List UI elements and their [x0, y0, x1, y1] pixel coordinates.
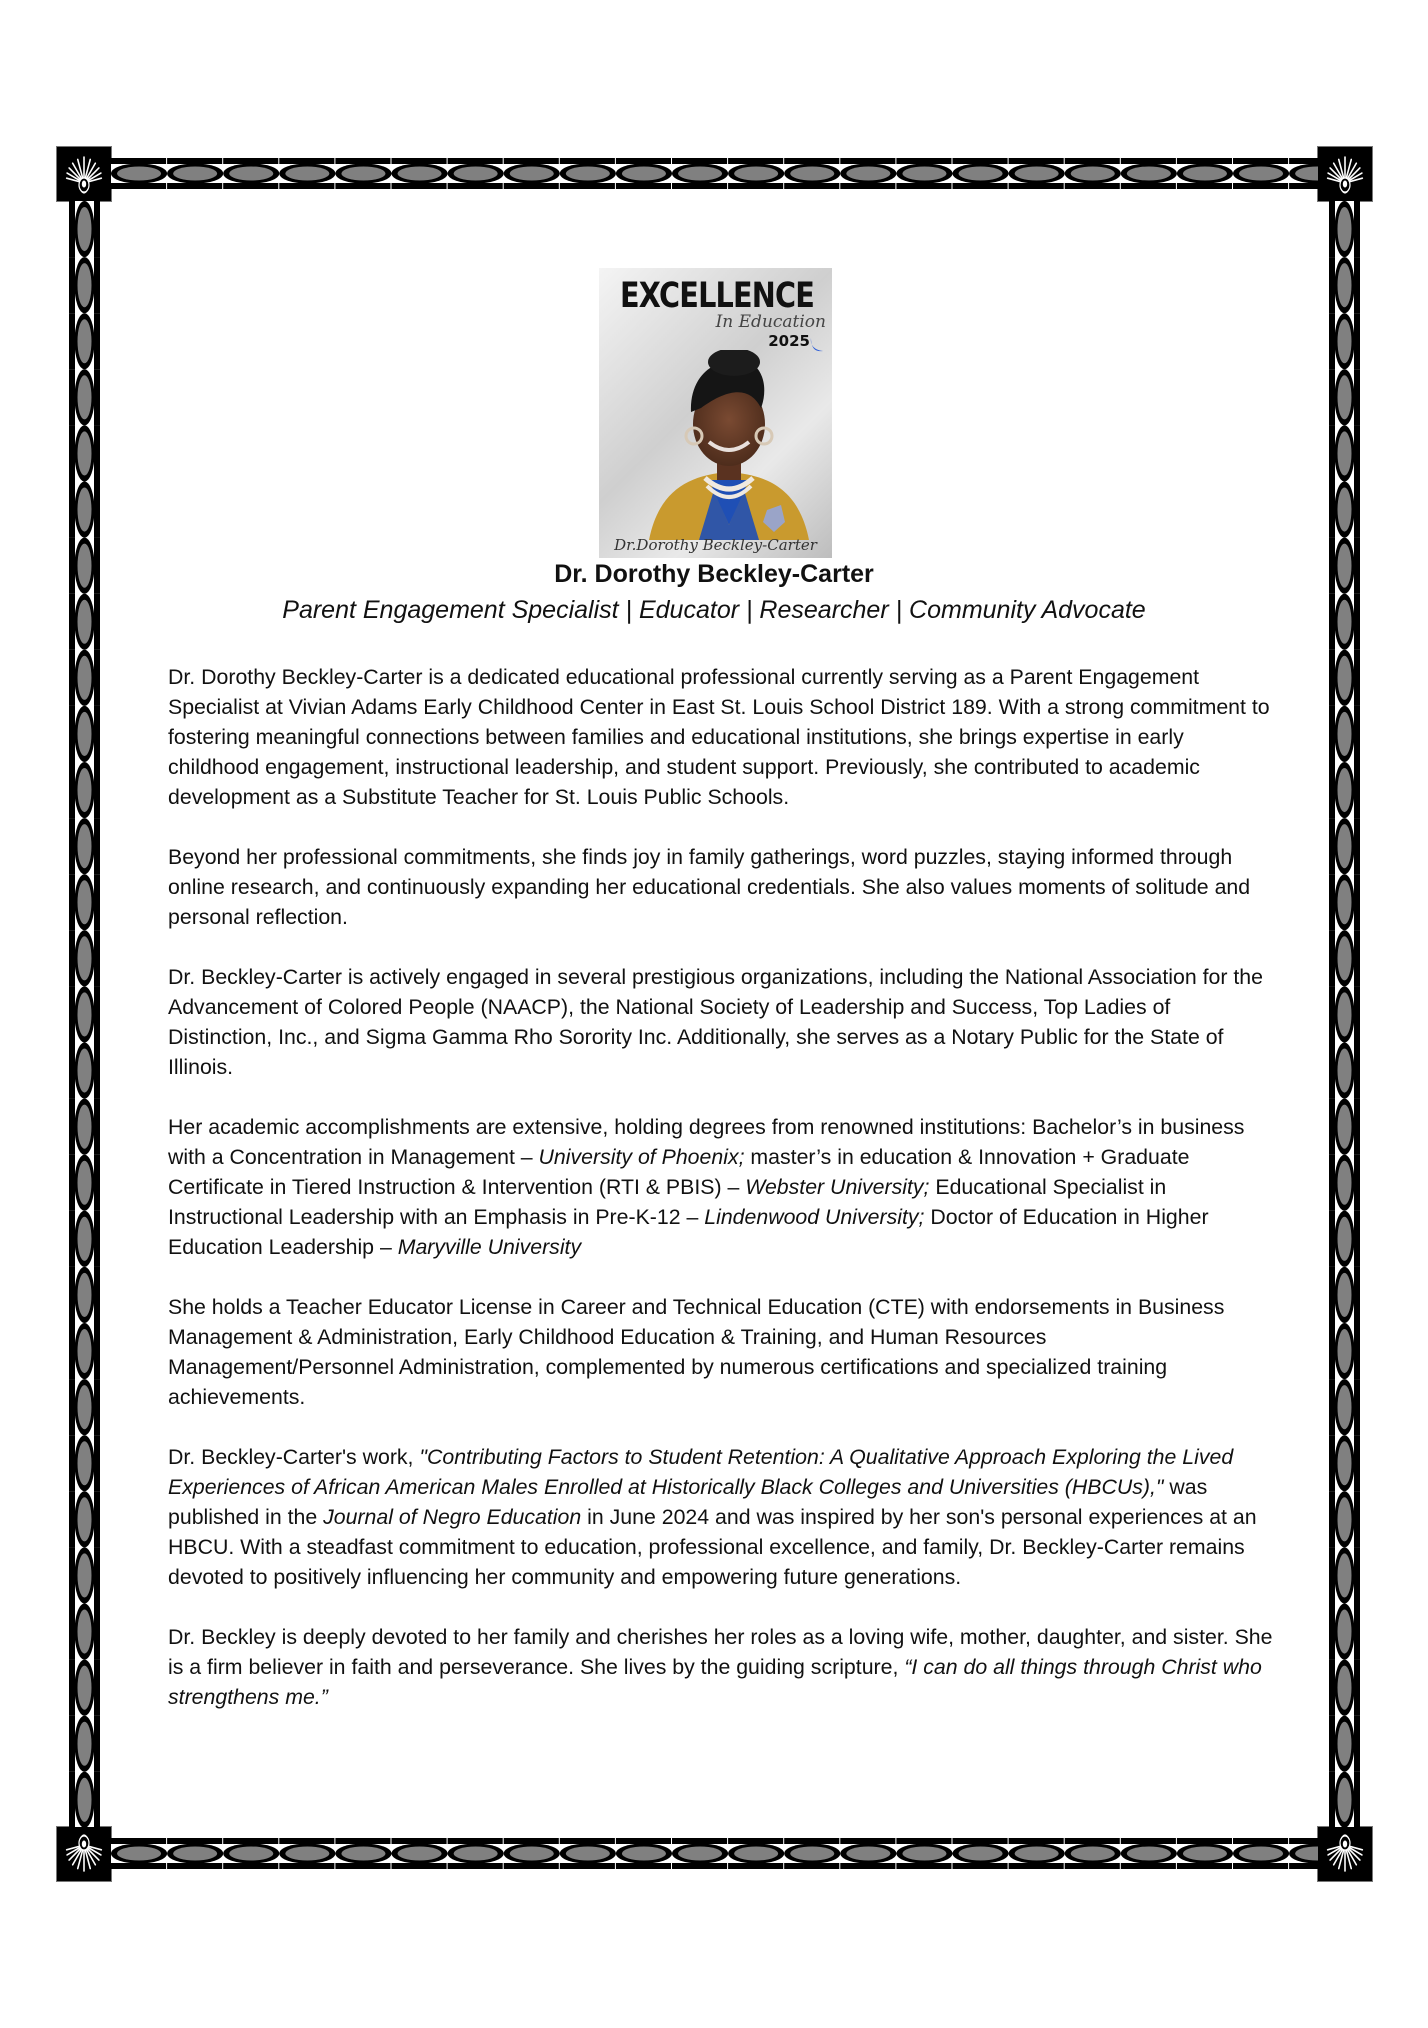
oval-link-icon: [1329, 762, 1360, 818]
oval-link-icon: [1233, 1838, 1289, 1869]
oval-link-icon: [1329, 1155, 1360, 1211]
oval-link-icon: [840, 158, 896, 189]
oval-link-icon: [560, 1838, 616, 1869]
oval-link-icon: [1177, 1838, 1233, 1869]
border-left-bar: [69, 201, 100, 1827]
oval-link-icon: [111, 1838, 167, 1869]
oval-link-icon: [1329, 425, 1360, 481]
oval-link-icon: [728, 1838, 784, 1869]
person-name: Dr. Dorothy Beckley-Carter: [554, 560, 874, 588]
border-corner-top-right: [1318, 147, 1372, 201]
biography-body: [168, 662, 1278, 1742]
oval-link-icon: [392, 1838, 448, 1869]
oval-link-icon: [335, 1838, 391, 1869]
paragraph-career: Dr. Dorothy Beckley-Carter is a dedicated educational professional currently serving as a Parent Engagement Specialist at Vivian Adams Early Childhood Center in East St. Louis School District 189. With a strong commitment to fostering meaningful connections between families and educational institutions, she brings expertise in early childhood engagement, instructional leadership, and student support. Previously, she contributed to academic development as a Substitute Teacher for St. Louis Public Schools.: [168, 665, 1270, 809]
institution: Lindenwood University;: [704, 1205, 925, 1229]
paragraph-education: [168, 1112, 1278, 1262]
oval-link-icon: [728, 158, 784, 189]
institution: Webster University;: [745, 1175, 930, 1199]
oval-link-icon: [1121, 1838, 1177, 1869]
oval-link-icon: [1329, 1772, 1360, 1827]
oval-link-icon: [279, 1838, 335, 1869]
oval-link-icon: [1329, 930, 1360, 986]
oval-link-icon: [69, 1435, 100, 1491]
oval-link-icon: [616, 1838, 672, 1869]
oval-link-icon: [672, 1838, 728, 1869]
border-right-bar: [1329, 201, 1360, 1827]
paragraph-license: She holds a Teacher Educator License in Career and Technical Education (CTE) with endorsements in Business Management & Administration, Early Childhood Education & Training, and Human Resources Management/Personnel Administration, complemented by numerous certifications and specialized training achievements.: [168, 1295, 1225, 1409]
oval-link-icon: [335, 158, 391, 189]
institution: University of Phoenix;: [538, 1145, 745, 1169]
oval-link-icon: [1329, 818, 1360, 874]
award-portrait: [599, 268, 832, 558]
text: Dr. Beckley-Carter's work,: [168, 1445, 420, 1469]
portrait-title: EXCELLENCE: [619, 276, 815, 316]
oval-link-icon: [1065, 158, 1121, 189]
text: Educational Specialist in Instructional Leadership with an Emphasis in Pre-K-12 –: [168, 1175, 1167, 1229]
person-roles: Parent Engagement Specialist | Educator | Researcher | Community Advocate: [282, 596, 1146, 624]
text: was published in the: [168, 1475, 1208, 1529]
oval-link-icon: [1009, 158, 1065, 189]
oval-link-icon: [69, 1491, 100, 1547]
oval-link-icon: [279, 158, 335, 189]
border-corner-bottom-right: [1318, 1827, 1372, 1881]
portrait-subtitle: In Education: [715, 312, 826, 332]
scripture-quote: “I can do all things through Christ who strengthens me.”: [168, 1655, 1262, 1709]
oval-link-icon: [1289, 1838, 1318, 1869]
oval-link-icon: [953, 158, 1009, 189]
oval-link-icon: [1329, 482, 1360, 538]
paragraph-interests: Beyond her professional commitments, she finds joy in family gatherings, word puzzles, staying informed through online research, and continuously expanding her educational credentials. She also values moments of solitude and personal reflection.: [168, 845, 1251, 929]
oval-link-icon: [111, 158, 167, 189]
oval-link-icon: [69, 1155, 100, 1211]
oval-link-icon: [69, 1604, 100, 1660]
oval-link-icon: [69, 818, 100, 874]
oval-link-icon: [167, 1838, 223, 1869]
oval-link-icon: [1329, 369, 1360, 425]
border-bottom-bar: [111, 1838, 1318, 1869]
oval-link-icon: [1329, 1716, 1360, 1772]
oval-link-icon: [69, 874, 100, 930]
oval-link-icon: [69, 1716, 100, 1772]
oval-link-icon: [223, 158, 279, 189]
oval-link-icon: [1329, 650, 1360, 706]
oval-link-icon: [69, 1323, 100, 1379]
oval-link-icon: [69, 1379, 100, 1435]
paragraph-publication: [168, 1442, 1278, 1592]
institution: Maryville University: [397, 1235, 582, 1259]
oval-link-icon: [1329, 986, 1360, 1042]
oval-link-icon: [69, 369, 100, 425]
oval-link-icon: [1329, 1211, 1360, 1267]
oval-link-icon: [69, 1660, 100, 1716]
border-corner-bottom-left: [57, 1827, 111, 1881]
oval-link-icon: [223, 1838, 279, 1869]
oval-link-icon: [504, 158, 560, 189]
oval-link-icon: [69, 482, 100, 538]
oval-link-icon: [560, 158, 616, 189]
oval-link-icon: [1289, 158, 1318, 189]
oval-link-icon: [1329, 1043, 1360, 1099]
oval-link-icon: [1329, 1435, 1360, 1491]
oval-link-icon: [1329, 1099, 1360, 1155]
border-top-bar: [111, 158, 1318, 189]
oval-link-icon: [1329, 1604, 1360, 1660]
oval-link-icon: [167, 158, 223, 189]
oval-link-icon: [1329, 313, 1360, 369]
oval-link-icon: [69, 257, 100, 313]
text: in June 2024 and was inspired by her son's personal experiences at an HBCU. With a steadfast commitment to education, professional excellence, and family, Dr. Beckley-Carter remains devoted to positively influencing her community and empowering future generations.: [168, 1505, 1257, 1589]
oval-link-icon: [69, 1772, 100, 1827]
oval-link-icon: [69, 1099, 100, 1155]
oval-link-icon: [69, 1211, 100, 1267]
oval-link-icon: [69, 201, 100, 257]
oval-link-icon: [784, 1838, 840, 1869]
oval-link-icon: [896, 158, 952, 189]
paragraph-family: [168, 1622, 1278, 1712]
oval-link-icon: [1329, 257, 1360, 313]
oval-link-icon: [1065, 1838, 1121, 1869]
oval-link-icon: [69, 650, 100, 706]
oval-link-icon: [69, 986, 100, 1042]
oval-link-icon: [1177, 158, 1233, 189]
portrait-signature: Dr.Dorothy Beckley-Carter: [614, 536, 817, 554]
oval-link-icon: [1009, 1838, 1065, 1869]
oval-link-icon: [69, 762, 100, 818]
oval-link-icon: [616, 158, 672, 189]
oval-link-icon: [448, 1838, 504, 1869]
oval-link-icon: [1121, 158, 1177, 189]
flame-fan-icon: [57, 1827, 111, 1881]
portrait-year: 2025: [768, 332, 810, 350]
paragraph-organizations: Dr. Beckley-Carter is actively engaged in several prestigious organizations, including the National Association for the Advancement of Colored People (NAACP), the National Society of Leadership and Success, Top Ladies of Distinction, Inc., and Sigma Gamma Rho Sorority Inc. Additionally, she serves as a Notary Public for the State of Illinois.: [168, 965, 1264, 1079]
oval-link-icon: [392, 158, 448, 189]
publication-title: "Contributing Factors to Student Retention: A Qualitative Approach Exploring the Lived Experiences of African American Males Enrolled at Historically Black Colleges and Universities (HBCUs),": [168, 1445, 1234, 1499]
oval-link-icon: [896, 1838, 952, 1869]
flame-fan-icon: [1318, 147, 1372, 201]
oval-link-icon: [1329, 1491, 1360, 1547]
text: Doctor of Education in Higher Education Leadership –: [168, 1205, 1209, 1259]
oval-link-icon: [504, 1838, 560, 1869]
oval-link-icon: [69, 1043, 100, 1099]
oval-link-icon: [69, 930, 100, 986]
text: master’s in education & Innovation + Graduate Certificate in Tiered Instruction & Intervention (RTI & PBIS) –: [168, 1145, 1190, 1199]
oval-link-icon: [1329, 1660, 1360, 1716]
oval-link-icon: [1329, 706, 1360, 762]
oval-link-icon: [69, 313, 100, 369]
oval-link-icon: [953, 1838, 1009, 1869]
oval-link-icon: [448, 158, 504, 189]
oval-link-icon: [1329, 1547, 1360, 1603]
oval-link-icon: [69, 1547, 100, 1603]
text: Her academic accomplishments are extensive, holding degrees from renowned institutions: Bachelor’s in business with a Concentration in Management –: [168, 1115, 1245, 1169]
oval-link-icon: [1233, 158, 1289, 189]
oval-link-icon: [69, 425, 100, 481]
oval-link-icon: [784, 158, 840, 189]
oval-link-icon: [672, 158, 728, 189]
oval-link-icon: [69, 706, 100, 762]
text: Dr. Beckley is deeply devoted to her family and cherishes her roles as a loving wife, mother, daughter, and sister. She is a firm believer in faith and perseverance. She lives by the guiding scripture,: [168, 1625, 1273, 1679]
oval-link-icon: [1329, 1267, 1360, 1323]
oval-link-icon: [1329, 874, 1360, 930]
oval-link-icon: [1329, 201, 1360, 257]
oval-link-icon: [69, 1267, 100, 1323]
oval-link-icon: [840, 1838, 896, 1869]
flame-fan-icon: [1318, 1827, 1372, 1881]
oval-link-icon: [1329, 1379, 1360, 1435]
flame-fan-icon: [57, 147, 111, 201]
border-corner-top-left: [57, 147, 111, 201]
journal-name: Journal of Negro Education: [323, 1505, 582, 1529]
portrait-photo: [639, 350, 819, 540]
oval-link-icon: [1329, 1323, 1360, 1379]
